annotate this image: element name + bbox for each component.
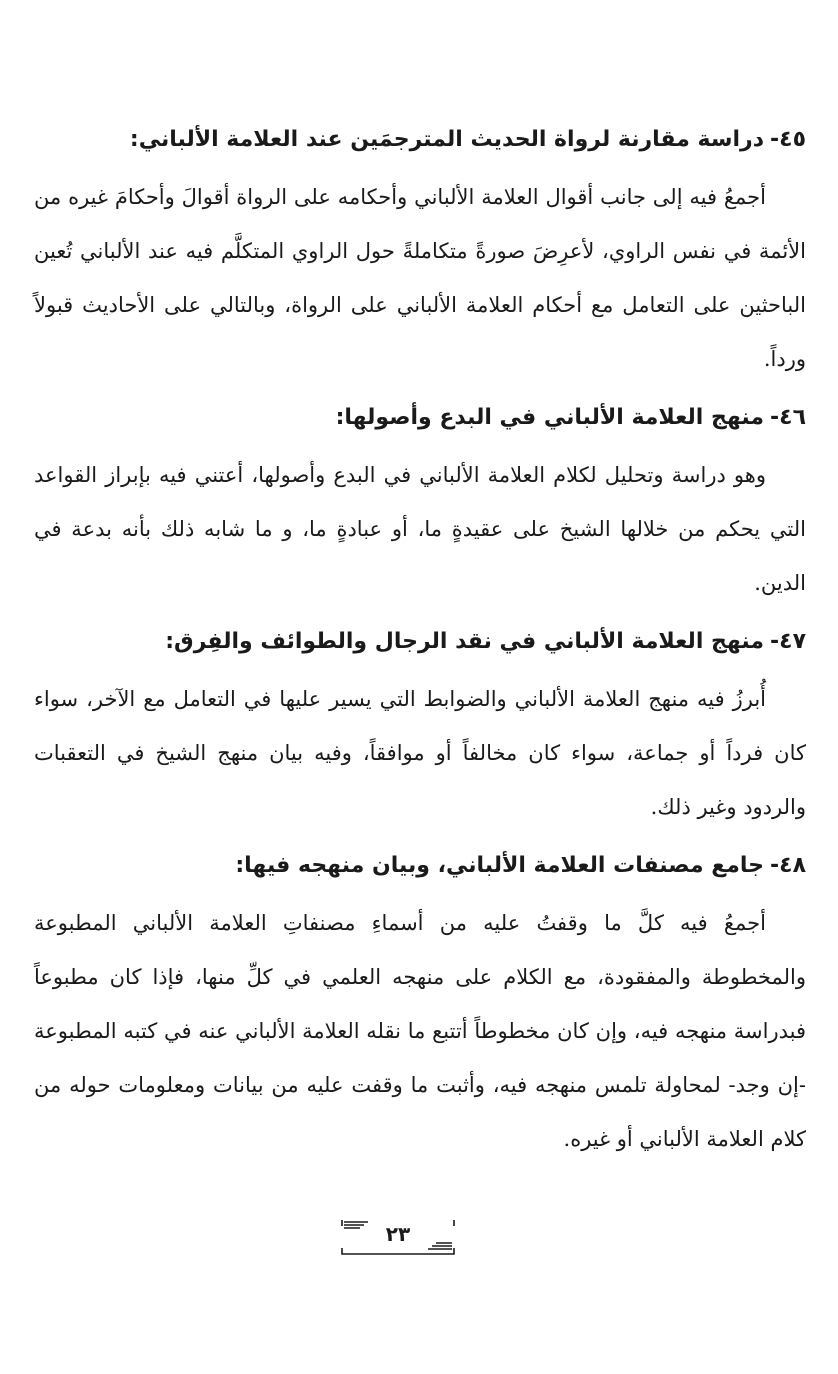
section-title: دراسة مقارنة لرواة الحديث المترجمَين عند العلامة الألباني:: [129, 127, 764, 152]
section-heading-48: [34, 846, 806, 886]
section-title: منهج العلامة الألباني في نقد الرجال والطوائف والفِرق:: [165, 629, 764, 654]
section-title: منهج العلامة الألباني في البدع وأصولها:: [335, 405, 764, 430]
section-title: جامع مصنفات العلامة الألباني، وبيان منهجه فيها:: [235, 853, 764, 878]
section-body-48: أجمعُ فيه كلَّ ما وقفتُ عليه من أسماءِ مصنفاتِ العلامة الألباني المطبوعة والمخطوطة والمفقودة، مع الكلام على منهجه العلمي في كلِّ منها، فإذا كان مطبوعاً فبدراسة منهجه فيه، وإن كان مخطوطاً أتتبع ما نقله العلامة الألباني عنه في كتبه المطبوعة -إن وجد- لمحاولة تلمس منهجه فيه، وأثبت ما وقفت عليه من بيانات ومعلومات حوله من كلام العلامة الألباني أو غيره.: [34, 911, 806, 1151]
section-body-45: أجمعُ فيه إلى جانب أقوال العلامة الألباني وأحكامه على الرواة أقوالَ وأحكامَ غيره من الأئمة في نفس الراوي، لأعرِضَ صورةً متكاملةً حول الراوي المتكلَّم فيه عند الألباني تُعين الباحثين على التعامل مع أحكام العلامة الألباني على الرواة، وبالتالي على الأحاديث قبولاً ورداً.: [34, 185, 806, 371]
section-heading-45: [34, 120, 806, 160]
section-body-46: وهو دراسة وتحليل لكلام العلامة الألباني في البدع وأصولها، أعتني فيه بإبراز القواعد التي يحكم من خلالها الشيخ على عقيدةٍ ما، أو عبادةٍ ما، و ما شابه ذلك بأنه بدعة في الدين.: [34, 463, 806, 595]
section-number: ٤٨-: [770, 853, 806, 878]
page-number-ornament: [340, 1218, 456, 1256]
section-number: ٤٦-: [770, 405, 806, 430]
section-heading-46: [34, 398, 806, 438]
section-heading-47: [34, 622, 806, 662]
page-number: ٢٣: [385, 1222, 411, 1246]
section-number: ٤٧-: [770, 629, 806, 654]
page-content: [34, 108, 806, 1170]
section-number: ٤٥-: [770, 127, 806, 152]
section-body-47: أُبرزُ فيه منهج العلامة الألباني والضوابط التي يسير عليها في التعامل مع الآخر، سواء كان فرداً أو جماعة، سواء كان مخالفاً أو موافقاً، وفيه بيان منهج الشيخ في التعقبات والردود وغير ذلك.: [34, 687, 806, 819]
